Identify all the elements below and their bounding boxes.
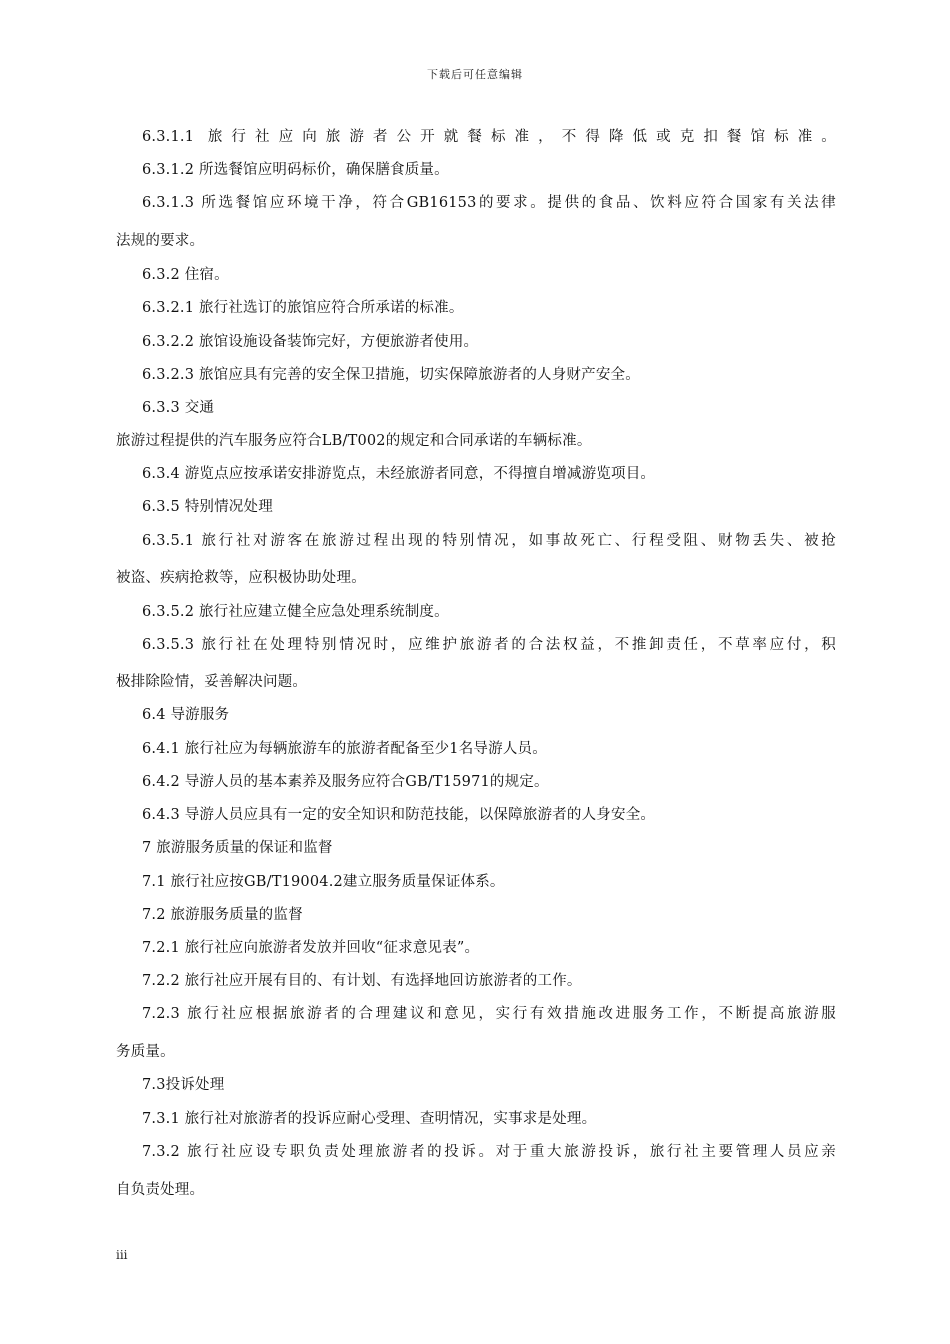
paragraph-line: 6.3.5.3 旅行社在处理特别情况时，应维护旅游者的合法权益，不推卸责任，不草率应付，积 [142, 637, 836, 653]
paragraph-line: 7.3.2 旅行社应设专职负责处理旅游者的投诉。对于重大旅游投诉，旅行社主要管理人员应亲 [142, 1144, 836, 1160]
paragraph-line: 6.3.3 交通 [142, 400, 215, 416]
paragraph-line: 务质量。 [116, 1044, 175, 1060]
paragraph-line: 7.3.1 旅行社对旅游者的投诉应耐心受理、查明情况，实事求是处理。 [142, 1111, 597, 1127]
page-header: 下载后可任意编辑 [427, 68, 523, 81]
paragraph-line: 自负责处理。 [116, 1182, 205, 1198]
paragraph-line: 6.3.1.3 所选餐馆应环境干净，符合GB16153的要求。提供的食品、饮料应符合国家有关法律 [142, 195, 836, 211]
paragraph-line: 7.2.3 旅行社应根据旅游者的合理建议和意见，实行有效措施改进服务工作，不断提高旅游服 [142, 1006, 836, 1022]
paragraph-line: 极排除险情，妥善解决问题。 [116, 674, 308, 690]
paragraph-line: 6.3.2.1 旅行社选订的旅馆应符合所承诺的标准。 [142, 300, 464, 316]
paragraph-line: 7.1 旅行社应按GB/T19004.2建立服务质量保证体系。 [142, 874, 505, 890]
paragraph-line: 6.3.2.3 旅馆应具有完善的安全保卫措施，切实保障旅游者的人身财产安全。 [142, 367, 640, 383]
paragraph-line: 6.4.2 导游人员的基本素养及服务应符合GB/T15971的规定。 [142, 774, 549, 790]
paragraph-line: 被盗、疾病抢救等，应积极协助处理。 [116, 570, 366, 586]
paragraph-line: 7.3投诉处理 [142, 1077, 225, 1093]
paragraph-line: 6.3.2.2 旅馆设施设备装饰完好，方便旅游者使用。 [142, 334, 479, 350]
paragraph-line: 7.2.2 旅行社应开展有目的、有计划、有选择地回访旅游者的工作。 [142, 973, 582, 989]
paragraph-line: 6.4.3 导游人员应具有一定的安全知识和防范技能，以保障旅游者的人身安全。 [142, 807, 656, 823]
paragraph-line: 7.2 旅游服务质量的监督 [142, 907, 303, 923]
paragraph-line: 6.3.4 游览点应按承诺安排游览点，未经旅游者同意，不得擅自增减游览项目。 [142, 466, 656, 482]
paragraph-line: 6.3.2 住宿。 [142, 267, 229, 283]
paragraph-line: 6.4 导游服务 [142, 707, 230, 723]
paragraph-line: 7.2.1 旅行社应向旅游者发放并回收“征求意见表”。 [142, 940, 480, 956]
paragraph-line: 6.3.5.1 旅行社对游客在旅游过程出现的特别情况，如事故死亡、行程受阻、财物丢失、被抢 [142, 533, 836, 549]
paragraph-line: 7 旅游服务质量的保证和监督 [142, 840, 333, 856]
paragraph-line: 法规的要求。 [116, 233, 205, 249]
paragraph-line: 6.3.5.2 旅行社应建立健全应急处理系统制度。 [142, 604, 449, 620]
paragraph-line: 6.3.5 特别情况处理 [142, 499, 273, 515]
paragraph-line: 旅游过程提供的汽车服务应符合LB/T002的规定和合同承诺的车辆标准。 [116, 433, 592, 449]
paragraph-line: 6.3.1.2 所选餐馆应明码标价，确保膳食质量。 [142, 162, 449, 178]
paragraph-line: 6.4.1 旅行社应为每辆旅游车的旅游者配备至少1名导游人员。 [142, 741, 547, 757]
paragraph-line: 6.3.1.1 旅行社应向旅游者公开就餐标准，不得降低或克扣餐馆标准。 [142, 129, 836, 145]
page-number: iii [116, 1248, 128, 1262]
